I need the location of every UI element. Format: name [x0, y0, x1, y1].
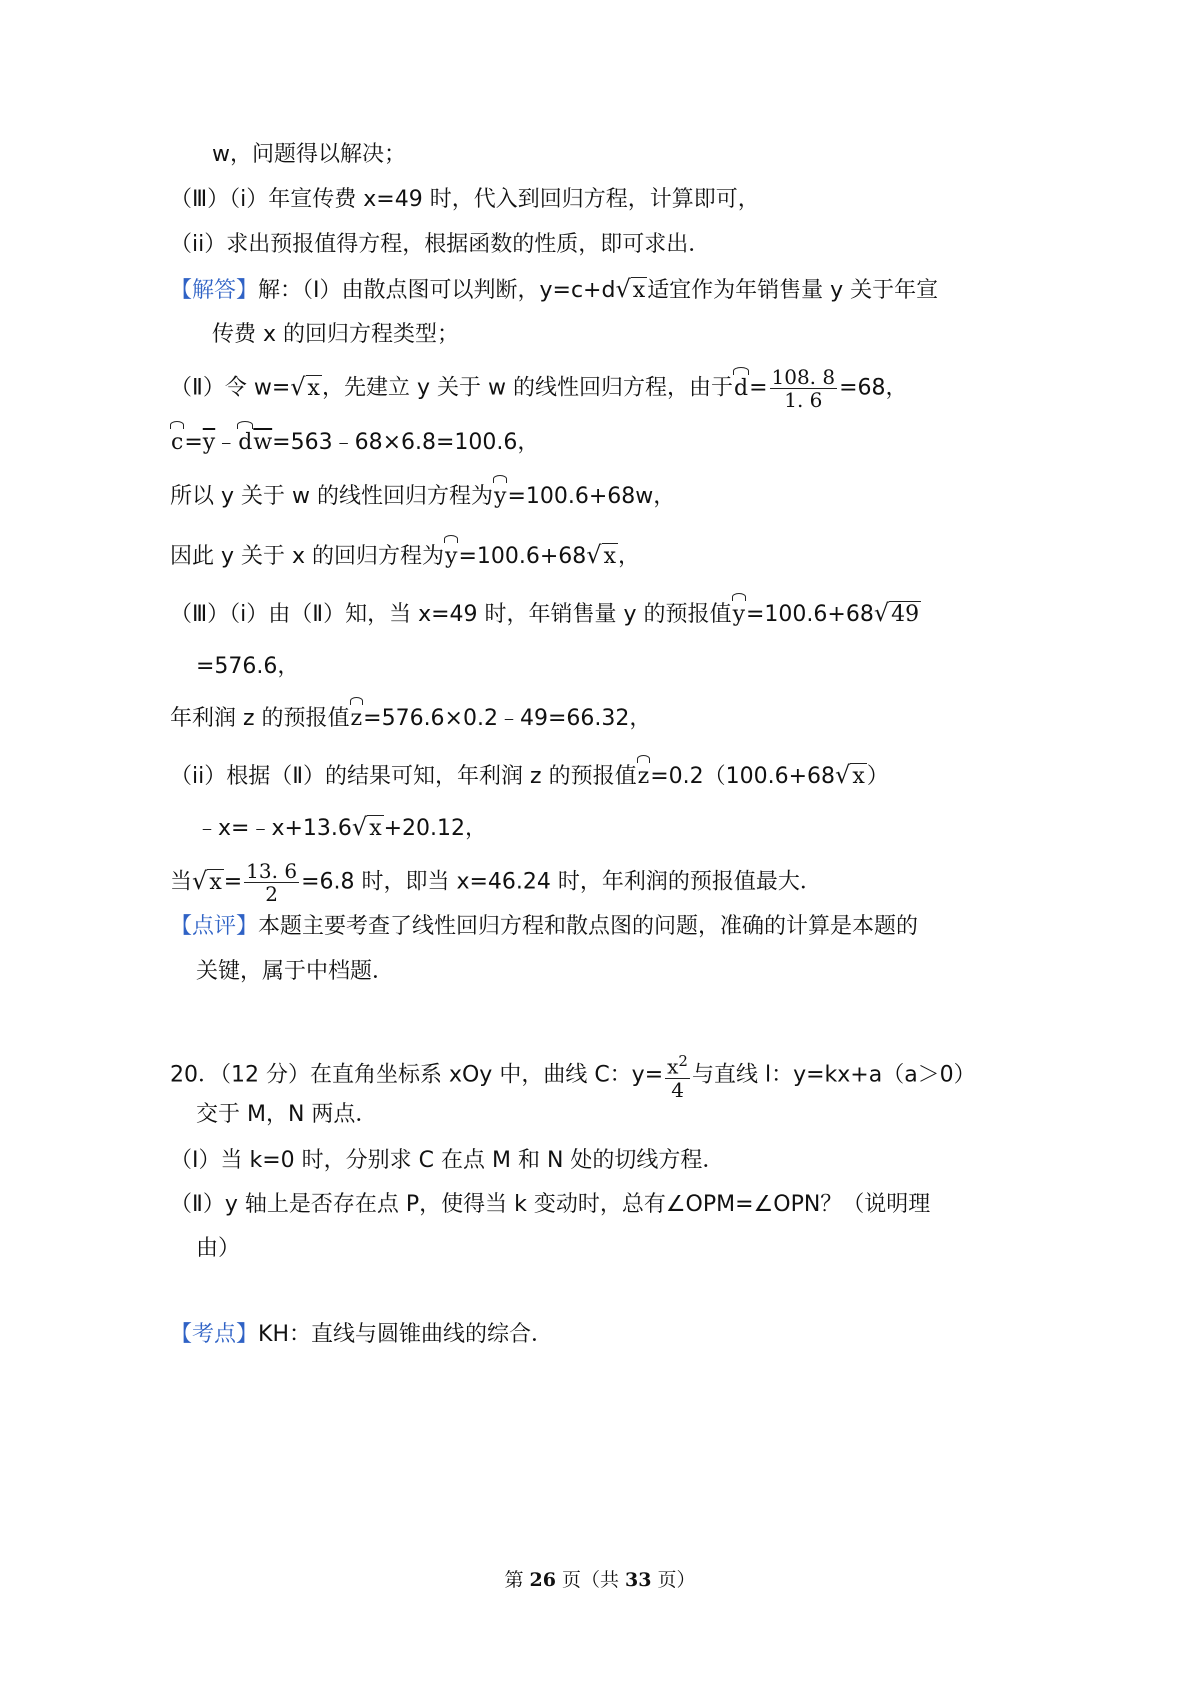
text-line: 交于 M，N 两点．	[196, 1102, 378, 1127]
fraction: $\frac{108. 8}{1. 6}$	[771, 365, 836, 412]
hat-y: y	[493, 482, 507, 512]
text: =	[184, 430, 203, 455]
text-line: w，问题得以解决；	[212, 142, 406, 167]
text-line: （Ⅲ）（i）年宣传费 x=49 时，代入到回归方程，计算即可，	[170, 187, 760, 212]
text: 因此 y 关于 x 的回归方程为	[170, 544, 445, 569]
formula-line	[170, 704, 651, 734]
hat-y: y	[732, 600, 746, 630]
hat-z: z	[637, 762, 651, 792]
page-number: 26	[529, 1569, 556, 1591]
sqrt: √x	[192, 866, 222, 895]
page-footer: 第 26 页（共 33 页）	[504, 1569, 696, 1591]
text: 本题主要考查了线性回归方程和散点图的问题，准确的计算是本题的	[258, 914, 919, 939]
kaodian-line	[170, 1320, 553, 1350]
text: =68，	[839, 375, 908, 401]
hat-y: y	[444, 542, 458, 572]
text: =576.6×0.2﹣49=66.32，	[363, 706, 652, 731]
text: ﹣x=﹣x+13.6	[196, 816, 352, 841]
hat-d: d	[733, 374, 749, 404]
hat-z: z	[350, 704, 364, 734]
formula-line	[170, 482, 675, 512]
formula-line	[170, 366, 908, 411]
text: 与直线 l：y=kx+a（a＞0）	[691, 1062, 976, 1088]
text: 20．（12 分）在直角坐标系 xOy 中，曲线 C：y=	[170, 1062, 664, 1088]
review-tag: 【点评】	[170, 914, 259, 939]
text: 解：（Ⅰ）由散点图可以判断，y=c+d	[258, 278, 616, 303]
hat-c: c	[170, 428, 184, 458]
bar-w: $\overline{w}$	[253, 430, 273, 455]
formula-line	[170, 860, 822, 905]
text: =	[749, 375, 768, 401]
text: ，	[618, 544, 641, 569]
sqrt: √x	[351, 813, 382, 841]
sqrt: √x	[290, 372, 320, 401]
answer-line	[170, 274, 938, 306]
formula-line	[170, 598, 921, 630]
sqrt: √x	[586, 541, 617, 569]
text: +20.12，	[383, 816, 488, 841]
question-line	[170, 1050, 976, 1101]
text: ﹣	[215, 430, 238, 455]
text: =100.6+68w，	[507, 484, 676, 509]
bar-y: $\overline{y}$	[202, 430, 216, 455]
text-line: （Ⅱ）y 轴上是否存在点 P，使得当 k 变动时，总有∠OPM=∠OPN？（说明理	[170, 1192, 931, 1217]
formula-line	[170, 540, 640, 572]
text-line: 传费 x 的回归方程类型；	[212, 322, 460, 347]
formula-line	[170, 760, 889, 792]
text: =0.2（100.6+68	[650, 764, 836, 789]
answer-tag: 【解答】	[170, 278, 259, 303]
text-line: （Ⅰ）当 k=0 时，分别求 C 在点 M 和 N 处的切线方程．	[170, 1148, 725, 1173]
text: 年利润 z 的预报值	[170, 706, 350, 731]
text: 所以 y 关于 w 的线性回归方程为	[170, 484, 493, 509]
text: （ii）根据（Ⅱ）的结果可知，年利润 z 的预报值	[170, 764, 637, 789]
text: 适宜作为年销售量 y 关于年宣	[647, 278, 939, 303]
text: （Ⅱ）令 w=	[170, 375, 291, 401]
text-line: 关键，属于中档题．	[196, 959, 395, 984]
fraction: $\frac{x^2}{4}$	[667, 1052, 688, 1102]
text: =	[223, 869, 243, 895]
text: =563﹣68×6.8=100.6，	[272, 430, 540, 455]
page-total: 33	[625, 1569, 652, 1591]
text: （Ⅲ）（i）由（Ⅱ）知，当 x=49 时，年销售量 y 的预报值	[170, 602, 732, 627]
text: 当	[170, 869, 193, 895]
sqrt: √x	[835, 761, 865, 789]
sqrt: √x	[615, 275, 646, 303]
text: KH：直线与圆锥曲线的综合．	[258, 1322, 553, 1347]
kaodian-tag: 【考点】	[170, 1322, 259, 1347]
fraction: $\frac{13. 6}{2}$	[246, 859, 298, 906]
text-line: 由）	[196, 1236, 241, 1261]
review-line	[170, 912, 918, 942]
text: ）	[866, 764, 889, 789]
text: ，先建立 y 关于 w 的线性回归方程，由于	[321, 375, 733, 401]
formula-line	[170, 428, 539, 458]
formula-line	[196, 812, 487, 844]
hat-d: d	[237, 428, 253, 458]
text-line: =576.6，	[196, 654, 300, 679]
text: =100.6+68	[746, 602, 874, 627]
text: =6.8 时，即当 x=46.24 时，年利润的预报值最大．	[301, 869, 822, 895]
text-line: （ii）求出预报值得方程，根据函数的性质，即可求出．	[170, 232, 711, 257]
text: =100.6+68	[458, 544, 587, 569]
sqrt: √49	[873, 599, 920, 627]
